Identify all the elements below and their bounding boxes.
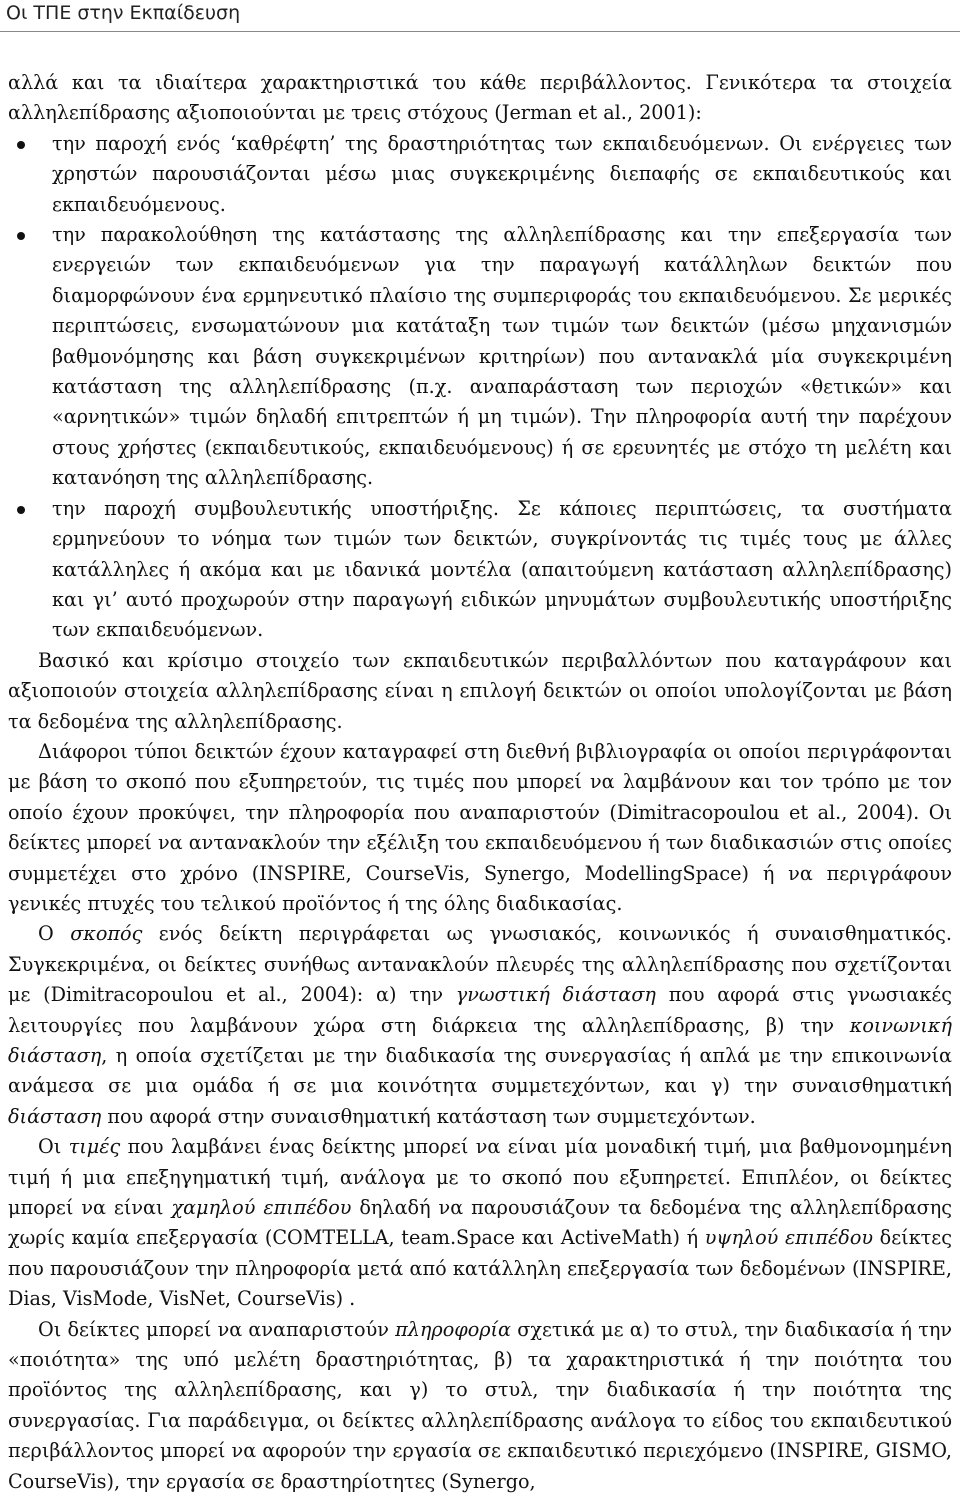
emphasis-text: χαμηλού επιπέδου (171, 1196, 352, 1220)
list-item (8, 129, 952, 220)
document-body (8, 68, 952, 1497)
text-run: Οι δείκτες μπορεί να αναπαριστούν (38, 1317, 396, 1341)
text-run: που λαμβάνει ένας δείκτης μπορεί να είναι μία μοναδική τιμή, μια βαθμονομημένη τιμή ή μια επεξηγηματική τιμή, ανάλογα με το σκοπό που εξυπηρετεί. Επιπλέον, οι δείκτες μπορεί να είναι (8, 1135, 952, 1220)
text-run: Οι (38, 1135, 69, 1159)
paragraph-indicator-values (8, 1132, 952, 1314)
list-item-text: την παροχή συμβουλευτικής υποστήριξης. Σε κάποιες περιπτώσεις, τα συστήματα ερμηνεύουν το νόημα των τιμών των δεικτών, συγκρίνοντάς τις τιμές τους με άλλες κατάλληλες ή ακόμα και με ιδανικά μοντέλα (απαιτούμενη κατάσταση αλληλεπίδρασης) και γι’ αυτό προχωρούν στην παραγωγή ειδικών μηνυμάτων συμβουλευτικής υποστήριξης των εκπαιδευόμενων. (52, 496, 952, 642)
text-run: δείκτες που παρουσιάζουν την πληροφορία μετά από κατάλληλη επεξεργασία των δεδομένων (INSPIRE, Dias, VisMode, VisNet, CourseVis) . (8, 1226, 952, 1311)
bullet-icon (17, 506, 25, 514)
emphasis-text: σκοπός (70, 922, 143, 946)
text-run: , η οποία σχετίζεται με την διαδικασία της συνεργασίας ή απλά με την επικοινωνία ανάμεσα σε μια ομάδα ή σε μια κοινότητα συμμετεχόντων, και γ) την συναισθηματική (8, 1044, 952, 1098)
text-run: Ο (38, 922, 71, 946)
list-item (8, 494, 952, 646)
emphasis-text: κοινωνική διάσταση (8, 1013, 952, 1067)
text-run: ενός δείκτη περιγράφεται ως γνωσιακός, κοινωνικός ή συναισθηματικός. Συγκεκριμένα, οι δείκτες συνήθως αντανακλούν πλευρές της αλληλεπίδρασης που σχετίζονται με (Dimitracopoulou et al., 2004): α) την (8, 922, 952, 1007)
emphasis-text: τιμές (68, 1135, 121, 1159)
page-header-title: Οι ΤΠΕ στην Εκπαίδευση (6, 2, 241, 24)
paragraph-indicators-selection: Βασικό και κρίσιμο στοιχείο των εκπαιδευτικών περιβαλλόντων που καταγράφουν και αξιοποιούν στοιχεία αλληλεπίδρασης είναι η επιλογή δεικτών οι οποίοι υπολογίζονται με βάση τα δεδομένα της αλληλεπίδρασης. (8, 648, 952, 733)
emphasis-text: διάσταση (8, 1104, 102, 1128)
paragraph-indicator-information (8, 1315, 952, 1497)
emphasis-text: υψηλού επιπέδου (704, 1226, 874, 1250)
list-item-text: την παροχή ενός ‘καθρέφτη’ της δραστηριότητας των εκπαιδευόμενων. Οι ενέργειες των χρηστών παρουσιάζονται μέσω μιας συγκεκριμένης διεπαφής σε εκπαιδευτικούς και εκπαιδευόμενους. (52, 131, 952, 216)
header-divider (0, 31, 960, 32)
paragraph-indicator-purpose (8, 919, 952, 1132)
list-item-text: την παρακολούθηση της κατάστασης της αλληλεπίδρασης και την επεξεργασία των ενεργειών των εκπαιδευόμενων για την παραγωγή κατάλληλων δεικτών που διαμορφώνουν ένα ερμηνευτικό πλαίσιο της συμπεριφοράς του εκπαιδευόμενου. Σε μερικές περιπτώσεις, ενσωματώνουν μια κατάταξη των τιμών των δεικτών (μέσω μηχανισμών βαθμονόμησης και βάση συγκεκριμένων κριτηρίων) που αντανακλά μία συγκεκριμένη κατάσταση της αλληλεπίδρασης (π.χ. αναπαράσταση των περιοχών «θετικών» και «αρνητικών» τιμών δηλαδή επιτρεπτών ή μη τιμών). Την πληροφορία αυτή την παρέχουν στους χρήστες (εκπαιδευτικούς, εκπαιδευόμενους) ή σε ερευνητές με στόχο τη μελέτη και κατανόηση της αλληλεπίδρασης. (52, 223, 952, 490)
text-run: σχετικά με α) το στυλ, την διαδικασία ή την «ποιότητα» της υπό μελέτη δραστηριότητας, β) τα χαρακτηριστικά ή την ποιότητα του προϊόντος της αλληλεπίδρασης, και γ) το στυλ, την διαδικασία ή την ποιότητα της συνεργασίας. Για παράδειγμα, οι δείκτες αλληλεπίδρασης ανάλογα το είδος του εκπαιδευτικού περιβάλλοντος μπορεί να αφορούν την εργασία σε εκπαιδευτικό περιεχόμενο (INSPIRE, GISMO, CourseVis), την εργασία σε δραστηρίοτητες (Synergo, (8, 1317, 952, 1493)
emphasis-text: γνωστική διάσταση (455, 983, 656, 1007)
intro-paragraph: αλλά και τα ιδιαίτερα χαρακτηριστικά του κάθε περιβάλλοντος. Γενικότερα τα στοιχεία αλληλεπίδρασης αξιοποιούνται με τρεις στόχους (Jerman et al., 2001): (8, 71, 952, 125)
paragraph-indicator-types: Διάφοροι τύποι δεικτών έχουν καταγραφεί στη διεθνή βιβλιογραφία οι οποίοι περιγράφονται με βάση το σκοπό που εξυπηρετούν, τις τιμές που μπορεί να λαμβάνουν και τον τρόπο με τον οποίο έχουν προκύψει, την πληροφορία που αναπαριστούν (Dimitracopoulou et al., 2004). Οι δείκτες μπορεί να αντανακλούν την εξέλιξη του εκπαιδευόμενου ή των διαδικασιών στις οποίες συμμετέχει στο χρόνο (INSPIRE, CourseVis, Synergo, ModellingSpace) ή να περιγράφουν γενικές πτυχές του τελικού προϊόντος ή της όλης διαδικασίας. (8, 739, 952, 915)
goals-list (8, 129, 952, 646)
text-run: που αφορά στην συναισθηματική κατάσταση των συμμετεχόντων. (101, 1104, 756, 1128)
bullet-icon (17, 141, 25, 149)
list-item (8, 220, 952, 494)
emphasis-text: πληροφορία (395, 1317, 512, 1341)
bullet-icon (17, 232, 25, 240)
text-run: δηλαδή να παρουσιάζουν τα δεδομένα της αλληλεπίδρασης χωρίς καμία επεξεργασία (COMTELLA, team.Space και ActiveMath) ή (8, 1196, 952, 1250)
text-run: που αφορά στις γνωσιακές λειτουργίες που λαμβάνουν χώρα στη διάρκεια της αλληλεπίδρασης, β) την (8, 983, 953, 1037)
